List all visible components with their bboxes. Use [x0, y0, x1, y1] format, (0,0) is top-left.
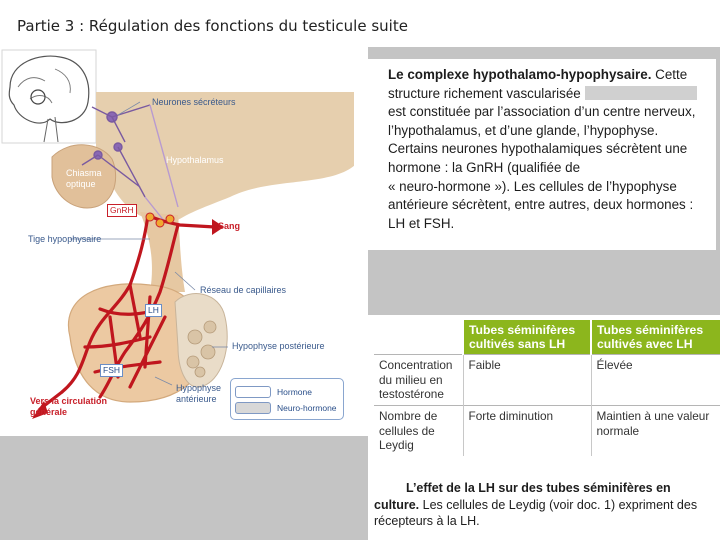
doc2-caption-title: L’effet de la LH sur des tubes séminifères en culture. [374, 481, 671, 512]
doc1-line-2: est constituée par l’association d’un centre nerveux, [388, 104, 696, 120]
doc1-line-4: Certains neurones hypothalamiques sécrètent une [388, 141, 688, 157]
label-lh: LH [145, 304, 162, 317]
legend-swatch-neurohormone [235, 402, 271, 414]
brain-inset-icon [2, 50, 96, 143]
doc1-line-0: Cette [655, 67, 688, 82]
doc1-title: Le complexe hypothalamo-hypophysaire. [388, 67, 652, 82]
table-header-empty [374, 320, 463, 355]
legend-swatch-hormone [235, 386, 271, 398]
doc1-card [354, 59, 716, 250]
table-cell-avec: Élevée [591, 355, 720, 406]
doc2-caption-text: Les cellules de Leydig (voir doc. 1) expriment des récepteurs à la LH. [374, 497, 698, 528]
label-circulation-2: générale [30, 407, 68, 417]
slide-title: Partie 3 : Régulation des fonctions du testicule suite [17, 17, 408, 35]
hypothalamus-tissue [96, 92, 355, 222]
doc1-redaction [585, 86, 697, 100]
label-anterieure-2: antérieure [176, 394, 217, 404]
legend-hormone: Hormone [277, 386, 312, 397]
label-fsh: FSH [100, 364, 123, 377]
label-chiasma-1: Chiasma [66, 168, 102, 178]
label-chiasma-2: optique [66, 179, 96, 189]
table-row-label: Concentration du milieu en testostérone [374, 355, 463, 406]
label-anterieure-1: Hypophyse [176, 383, 222, 393]
table-row [374, 355, 720, 406]
lh-effect-table [374, 320, 720, 456]
label-reseau: Réseau de capillaires [200, 285, 287, 295]
label-neurones: Neurones sécréteurs [152, 97, 236, 107]
doc1-text [388, 66, 714, 233]
doc1-line-5: hormone : la GnRH (qualifiée de [388, 159, 581, 175]
label-posterieure: Hypophyse postérieure [232, 341, 325, 351]
slide-header [0, 0, 720, 47]
table-header-avec-lh: Tubes séminifères cultivés avec LH [591, 320, 720, 355]
label-circulation-1: Vers la circulation [30, 396, 108, 406]
table-cell-avec: Maintien à une valeur normale [591, 406, 720, 457]
table-cell-sans: Forte diminution [463, 406, 591, 457]
table-row-label: Nombre de cellules de Leydig [374, 406, 463, 457]
diagram-legend [230, 378, 344, 420]
table-header-sans-lh: Tubes séminifères cultivés sans LH [463, 320, 591, 355]
legend-neurohormone: Neuro-hormone [277, 402, 337, 413]
background-gap [0, 436, 368, 540]
label-hypothalamus: Hypothalamus [166, 155, 224, 165]
doc1-line-3: l’hypothalamus, et d’une glande, l’hypophyse. [388, 122, 659, 138]
label-tige: Tige hypophysaire [28, 234, 102, 244]
background-gap-right [368, 250, 720, 315]
doc1-line-8: LH et FSH. [388, 215, 455, 231]
table-row [374, 406, 720, 457]
doc2-card [368, 315, 720, 540]
doc2-caption [374, 480, 716, 530]
doc1-line-1: structure richement vascularisée [388, 85, 581, 101]
doc1-line-6: « neuro-hormone »). Les cellules de l’hypophyse [388, 178, 677, 194]
label-gnrh: GnRH [107, 204, 137, 217]
label-sang: Sang [218, 221, 241, 231]
table-cell-sans: Faible [463, 355, 591, 406]
doc1-line-7: antérieure sécrètent, entre autres, deux hormones : [388, 197, 694, 213]
